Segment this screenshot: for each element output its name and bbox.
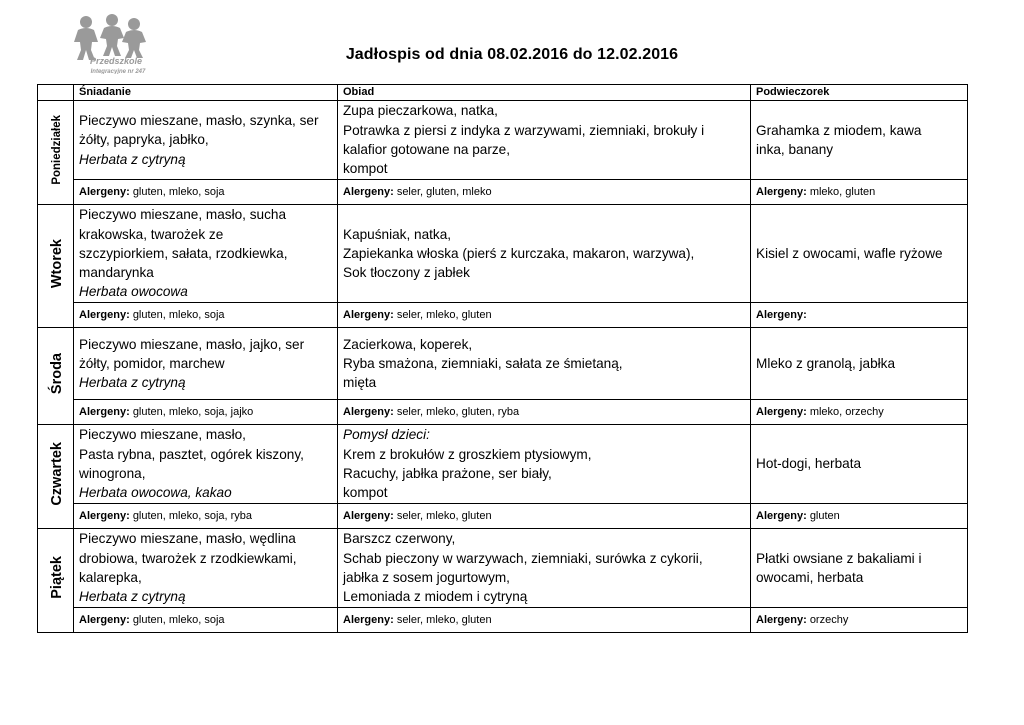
menu-line: Mleko z granolą, jabłka (756, 355, 896, 371)
lunch-cell (338, 328, 751, 400)
allergen-list: seler, mleko, gluten, ryba (396, 405, 520, 418)
menu-line: Hot-dogi, herbata (756, 456, 862, 472)
day-label: Czwartek (49, 442, 66, 506)
menu-line: Zapiekanka włoska (pierś z kurczaka, makaron, warzywa), (343, 245, 695, 261)
menu-line: Schab pieczony w warzywach, ziemniaki, surówka z cykorii, (343, 550, 703, 566)
page-title: Jadłospis od dnia 08.02.2016 do 12.02.2016 (345, 46, 679, 63)
menu-line: Pieczywo mieszane, masło, sucha (79, 207, 287, 223)
header-corner (38, 85, 74, 101)
allergen-list: seler, gluten, mleko (396, 185, 492, 198)
menu-line: krakowska, twarożek ze (79, 226, 224, 242)
drink-line: Herbata z cytryną (79, 589, 186, 605)
drink-line: Herbata z cytryną (79, 151, 186, 167)
day-cell (38, 328, 74, 425)
column-header-snack: Podwieczorek (751, 85, 968, 101)
menu-line: Zacierkowa, koperek, (343, 336, 473, 352)
menu-line: Potrawka z piersi z indyka z warzywami, ziemniaki, brokuły i (343, 122, 705, 138)
column-header-lunch: Obiad (338, 85, 751, 101)
snack-cell (751, 529, 968, 608)
allergen-list: gluten, mleko, soja (132, 185, 225, 198)
menu-line: Krem z brokułów z groszkiem ptysiowym, (343, 446, 592, 462)
allergens-snack (751, 504, 968, 529)
allergen-label: Alergeny: (756, 308, 807, 321)
menu-line: Pieczywo mieszane, masło, (79, 427, 246, 443)
snack-cell (751, 101, 968, 180)
allergens-snack (751, 608, 968, 633)
breakfast-cell (74, 328, 338, 400)
day-label: Wtorek (49, 238, 66, 288)
allergen-label: Alergeny: (756, 509, 807, 522)
allergen-label: Alergeny: (756, 613, 807, 626)
allergen-row-1 (38, 180, 968, 205)
allergen-list: gluten (809, 509, 840, 522)
menu-table (37, 84, 968, 633)
allergen-label: Alergeny: (756, 405, 807, 418)
drink-line: Herbata owocowa (79, 284, 188, 300)
menu-line: jabłka z sosem jogurtowym, (343, 570, 510, 585)
menu-line: Grahamka z miodem, kawa (756, 122, 922, 138)
allergen-label: Alergeny: (343, 613, 394, 626)
menu-line: Pieczywo mieszane, masło, wędlina (79, 531, 296, 547)
menu-line: Ryba smażona, ziemniaki, sałata ze śmietaną, (343, 355, 623, 371)
day-label: Środa (49, 352, 66, 394)
lunch-cell (338, 425, 751, 504)
italic-note: Pomysł dzieci: (343, 427, 430, 443)
menu-line: kalafior gotowane na parze, (343, 142, 511, 157)
day-row-1 (38, 101, 968, 180)
menu-line: mięta (343, 375, 377, 391)
allergen-label: Alergeny: (756, 185, 807, 198)
day-cell (38, 529, 74, 633)
allergen-label: Alergeny: (79, 405, 130, 418)
logo-name: Przedszkole (89, 56, 143, 66)
day-cell (38, 205, 74, 328)
allergens-lunch (338, 608, 751, 633)
header-row (38, 85, 968, 101)
menu-line: winogrona, (79, 466, 146, 481)
breakfast-cell (74, 101, 338, 180)
day-label: Piątek (49, 556, 66, 600)
allergens-breakfast (74, 180, 338, 205)
allergen-label: Alergeny: (79, 509, 130, 522)
allergen-list: gluten, mleko, soja (132, 613, 225, 626)
allergens-snack (751, 180, 968, 205)
menu-line: Lemoniada z miodem i cytryną (343, 589, 528, 605)
drink-line: Herbata owocowa, kakao (79, 485, 232, 501)
allergens-breakfast (74, 400, 338, 425)
day-row-3 (38, 328, 968, 400)
day-row-2 (38, 205, 968, 303)
allergens-breakfast (74, 504, 338, 529)
menu-line: Pieczywo mieszane, masło, szynka, ser (79, 113, 319, 129)
allergen-label: Alergeny: (79, 613, 130, 626)
allergens-snack (751, 303, 968, 328)
menu-line: Kisiel z owocami, wafle ryżowe (756, 245, 943, 261)
lunch-cell (338, 101, 751, 180)
day-cell (38, 425, 74, 529)
allergen-row-2 (38, 303, 968, 328)
menu-line: kompot (343, 161, 388, 177)
column-header-breakfast: Śniadanie (74, 85, 338, 101)
allergen-list: seler, mleko, gluten (396, 613, 492, 626)
lunch-cell (338, 205, 751, 303)
menu-line: Pieczywo mieszane, masło, jajko, ser (79, 336, 305, 352)
allergen-label: Alergeny: (343, 509, 394, 522)
menu-line: kalarepka, (79, 570, 142, 585)
day-label: Poniedziałek (51, 115, 64, 185)
allergens-lunch (338, 180, 751, 205)
menu-line: kompot (343, 485, 388, 501)
allergen-row-5 (38, 608, 968, 633)
menu-line: Sok tłoczony z jabłek (343, 265, 470, 281)
allergen-label: Alergeny: (79, 308, 130, 321)
menu-line: żółty, papryka, jabłko, (79, 132, 209, 148)
lunch-cell (338, 529, 751, 608)
allergens-lunch (338, 400, 751, 425)
allergen-list: seler, mleko, gluten (396, 509, 492, 522)
menu-line: żółty, pomidor, marchew (79, 355, 225, 371)
menu-line: szczypiorkiem, sałata, rzodkiewka, (79, 245, 288, 261)
menu-line: owocami, herbata (756, 570, 864, 585)
allergen-list: orzechy (809, 613, 849, 626)
day-row-4 (38, 425, 968, 504)
children-logo-icon (64, 12, 164, 74)
allergen-label: Alergeny: (343, 308, 394, 321)
menu-line: inka, banany (756, 142, 834, 157)
menu-line: Kapuśniak, natka, (343, 226, 452, 242)
logo-subname: Integracyjne nr 247 (90, 69, 146, 74)
snack-cell (751, 205, 968, 303)
allergen-row-4 (38, 504, 968, 529)
allergens-snack (751, 400, 968, 425)
menu-line: Płatki owsiane z bakaliami i (756, 550, 922, 566)
allergen-list: gluten, mleko, soja, jajko (132, 405, 254, 418)
snack-cell (751, 328, 968, 400)
menu-line: Zupa pieczarkowa, natka, (343, 103, 498, 119)
menu-line: mandarynka (79, 265, 154, 281)
breakfast-cell (74, 205, 338, 303)
allergen-row-3 (38, 400, 968, 425)
breakfast-cell (74, 529, 338, 608)
allergen-list: mleko, orzechy (809, 405, 884, 418)
kindergarten-logo (64, 12, 164, 74)
allergen-label: Alergeny: (79, 185, 130, 198)
allergens-lunch (338, 303, 751, 328)
allergen-list: mleko, gluten (809, 185, 876, 198)
day-row-5 (38, 529, 968, 608)
snack-cell (751, 425, 968, 504)
breakfast-cell (74, 425, 338, 504)
allergen-list: seler, mleko, gluten (396, 308, 492, 321)
drink-line: Herbata z cytryną (79, 375, 186, 391)
allergen-label: Alergeny: (343, 185, 394, 198)
allergens-lunch (338, 504, 751, 529)
menu-line: Racuchy, jabłka prażone, ser biały, (343, 466, 552, 481)
menu-line: drobiowa, twarożek z rzodkiewkami, (79, 550, 297, 566)
allergen-list: gluten, mleko, soja (132, 308, 225, 321)
menu-line: Pasta rybna, pasztet, ogórek kiszony, (79, 446, 304, 462)
day-cell (38, 101, 74, 205)
allergen-list: gluten, mleko, soja, ryba (132, 509, 253, 522)
menu-line: Barszcz czerwony, (343, 531, 456, 547)
allergens-breakfast (74, 303, 338, 328)
allergen-label: Alergeny: (343, 405, 394, 418)
allergens-breakfast (74, 608, 338, 633)
